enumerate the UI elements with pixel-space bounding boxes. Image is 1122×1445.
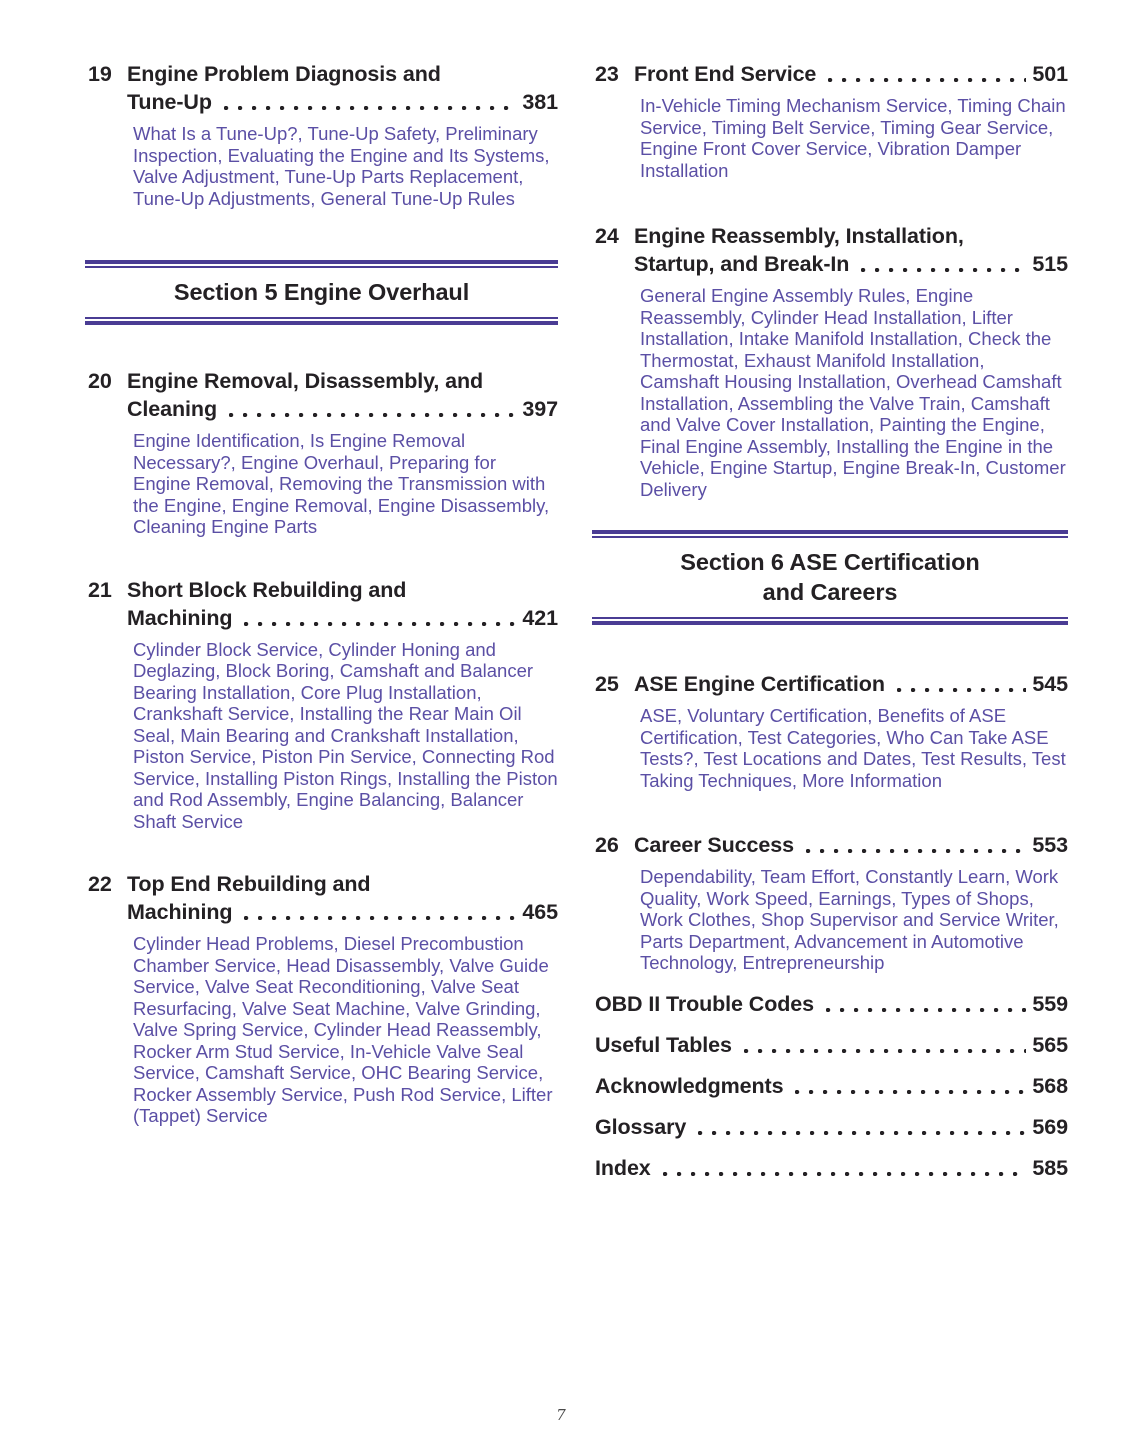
backmatter-page-number: 585 [1032, 1155, 1068, 1180]
dot-leader [861, 268, 1026, 272]
section-divider-bottom [592, 617, 1068, 625]
dot-leader [744, 1049, 1027, 1053]
chapter-title-line2: Machining [127, 605, 233, 630]
chapter-title-line1: Engine Problem Diagnosis and [127, 62, 441, 86]
chapter-title-text: Front End Service [634, 62, 817, 86]
backmatter-page-number: 569 [1032, 1114, 1068, 1139]
chapter-title-line1: Top End Rebuilding and [127, 872, 371, 896]
chapter-page-number: 515 [1032, 252, 1068, 276]
dot-leader [828, 78, 1026, 82]
chapter-page-number: 421 [522, 605, 558, 630]
section-divider-top [592, 530, 1068, 538]
chapter-title [634, 60, 1068, 88]
chapter-page-number: 545 [1032, 672, 1068, 696]
chapter-title [127, 870, 558, 926]
chapter-title-line2-row [634, 250, 1068, 278]
backmatter-title: Index [595, 1155, 651, 1180]
dot-leader [663, 1172, 1027, 1176]
section-title [592, 538, 1068, 617]
section-divider-bottom [85, 317, 558, 325]
chapter-title-line1: Engine Removal, Disassembly, and [127, 369, 484, 393]
chapter-heading [595, 222, 1068, 278]
dot-leader [224, 106, 517, 110]
chapter-number: 24 [595, 224, 619, 248]
chapter-title-line2-row [127, 395, 558, 423]
toc-entry-chapter-26 [595, 831, 1068, 974]
toc-entry-obd-trouble-codes [595, 990, 1068, 1018]
dot-leader [244, 916, 516, 920]
section-6-header [592, 530, 1068, 625]
chapter-topics: In-Vehicle Timing Mechanism Service, Timing Chain Service, Timing Belt Service, Timing Gear Service, Engine Front Cover Service, Vibration Damper Installation [640, 95, 1066, 181]
chapter-topics: Cylinder Head Problems, Diesel Precombustion Chamber Service, Head Disassembly, Valve Guide Service, Valve Seat Reconditioning, Valve Seat Resurfacing, Valve Seat Machine, Valve Grinding, Valve Spring Service, Cylinder Head Reassembly, Rocker Arm Stud Service, In-Vehicle Valve Seal Service, Camshaft Service, OHC Bearing Service, Rocker Assembly Service, Push Rod Service, Lifter (Tappet) Service [133, 933, 553, 1126]
backmatter-title: Useful Tables [595, 1032, 732, 1057]
chapter-number: 25 [595, 672, 619, 696]
chapter-page-number: 501 [1032, 62, 1068, 86]
chapter-title-line2: Tune-Up [127, 90, 212, 114]
toc-entry-chapter-21 [88, 576, 558, 833]
dot-leader [826, 1008, 1026, 1012]
chapter-heading [88, 576, 558, 632]
chapter-heading [88, 870, 558, 926]
chapter-title-row [634, 60, 1068, 88]
toc-entry-useful-tables [595, 1031, 1068, 1059]
chapter-title [127, 367, 558, 423]
toc-entry-chapter-23 [595, 60, 1068, 181]
dot-leader [244, 622, 516, 626]
chapter-title-line2-row [127, 88, 558, 116]
dot-leader [698, 1131, 1026, 1135]
section-title-line2: and Careers [762, 579, 898, 605]
divider-thick-line [85, 260, 558, 264]
chapter-number: 26 [595, 833, 619, 857]
chapter-title [634, 670, 1068, 698]
backmatter-title: Glossary [595, 1114, 687, 1139]
chapter-title-line2-row [127, 604, 558, 632]
dot-leader [229, 413, 516, 417]
divider-thick-line [592, 621, 1068, 625]
toc-left-column [88, 60, 558, 1195]
chapter-topics: Engine Identification, Is Engine Removal Necessary?, Engine Overhaul, Preparing for Engine Removal, Removing the Transmission with the Engine, Engine Removal, Engine Disassembly, Cleaning Engine Parts [133, 430, 550, 537]
section-title: Section 5 Engine Overhaul [173, 279, 470, 305]
toc-entry-chapter-20 [88, 367, 558, 538]
section-title-line1: Section 6 ASE Certification [680, 549, 980, 575]
toc-entry-acknowledgments [595, 1072, 1068, 1100]
chapter-title-row [634, 831, 1068, 859]
backmatter-title: OBD II Trouble Codes [595, 991, 814, 1016]
chapter-title-line2-row [127, 898, 558, 926]
dot-leader [806, 849, 1026, 853]
folio-page-number: 7 [556, 1406, 566, 1424]
chapter-title-line1: Short Block Rebuilding and [127, 577, 407, 602]
chapter-title [634, 222, 1068, 278]
chapter-number: 23 [595, 62, 619, 86]
chapter-heading [88, 60, 558, 116]
chapter-topics: Cylinder Block Service, Cylinder Honing and Deglazing, Block Boring, Camshaft and Balancer Bearing Installation, Core Plug Installation, Crankshaft Service, Installing the Rear Main Oil Seal, Main Bearing and Crankshaft Installation, Piston Service, Piston Pin Service, Connecting Rod Service, Installing Piston Rings, Installing the Piston and Rod Assembly, Engine Balancing, Balancer Shaft Service [133, 638, 558, 832]
chapter-page-number: 397 [522, 397, 558, 421]
chapter-heading [88, 367, 558, 423]
chapter-title-row [634, 670, 1068, 698]
chapter-title-line2: Machining [127, 900, 233, 924]
toc-entry-index [595, 1154, 1068, 1182]
toc-entry-chapter-25 [595, 670, 1068, 791]
chapter-title [127, 60, 558, 116]
chapter-page-number: 381 [522, 90, 558, 114]
chapter-title-text: ASE Engine Certification [634, 672, 885, 696]
divider-thin-line [85, 317, 558, 319]
backmatter-page-number: 568 [1032, 1073, 1068, 1098]
chapter-page-number: 465 [522, 900, 558, 924]
chapter-number: 20 [88, 369, 112, 393]
chapter-topics: Dependability, Team Effort, Constantly Learn, Work Quality, Work Speed, Earnings, Types of Shops, Work Clothes, Shop Supervisor and Service Writer, Parts Department, Advancement in Automotive Technology, Entrepreneurship [640, 866, 1059, 973]
chapter-number: 19 [88, 62, 112, 86]
toc-entry-glossary [595, 1113, 1068, 1141]
chapter-title [127, 576, 558, 632]
chapter-heading [595, 670, 1068, 698]
dot-leader [897, 688, 1027, 692]
toc-entry-chapter-22 [88, 870, 558, 1127]
chapter-heading [595, 60, 1068, 88]
backmatter-title: Acknowledgments [595, 1073, 784, 1098]
section-divider-top [85, 260, 558, 268]
chapter-title [634, 831, 1068, 859]
chapter-title-line2: Cleaning [127, 397, 217, 421]
chapter-heading [595, 831, 1068, 859]
chapter-number: 21 [88, 577, 112, 602]
divider-thick-line [592, 530, 1068, 534]
chapter-title-line1: Engine Reassembly, Installation, [634, 224, 964, 248]
chapter-number: 22 [88, 872, 112, 896]
section-5-header [85, 260, 558, 325]
backmatter-page-number: 565 [1032, 1032, 1068, 1057]
dot-leader [795, 1090, 1026, 1094]
chapter-title-line2: Startup, and Break-In [634, 252, 850, 276]
divider-thin-line [592, 617, 1068, 619]
chapter-page-number: 553 [1032, 833, 1068, 857]
chapter-topics: What Is a Tune-Up?, Tune-Up Safety, Preliminary Inspection, Evaluating the Engine and Its Systems, Valve Adjustment, Tune-Up Parts Replacement, Tune-Up Adjustments, General Tune-Up Rules [133, 123, 550, 209]
toc-right-column [595, 60, 1068, 1195]
backmatter-page-number: 559 [1032, 991, 1068, 1016]
toc-entry-chapter-24 [595, 222, 1068, 500]
toc-entry-chapter-19 [88, 60, 558, 209]
chapter-topics: General Engine Assembly Rules, Engine Reassembly, Cylinder Head Installation, Lifter Installation, Intake Manifold Installation, Check the Thermostat, Exhaust Manifold Installation, Camshaft Housing Installation, Overhead Camshaft Installation, Assembling the Valve Train, Camshaft and Valve Cover Installation, Painting the Engine, Final Engine Assembly, Installing the Engine in the Vehicle, Engine Startup, Engine Break-In, Customer Delivery [640, 285, 1066, 500]
chapter-topics: ASE, Voluntary Certification, Benefits of ASE Certification, Test Categories, Who Can Take ASE Tests?, Test Locations and Dates, Test Results, Test Taking Techniques, More Information [640, 705, 1066, 791]
divider-thick-line [85, 321, 558, 325]
chapter-title-text: Career Success [634, 833, 794, 857]
